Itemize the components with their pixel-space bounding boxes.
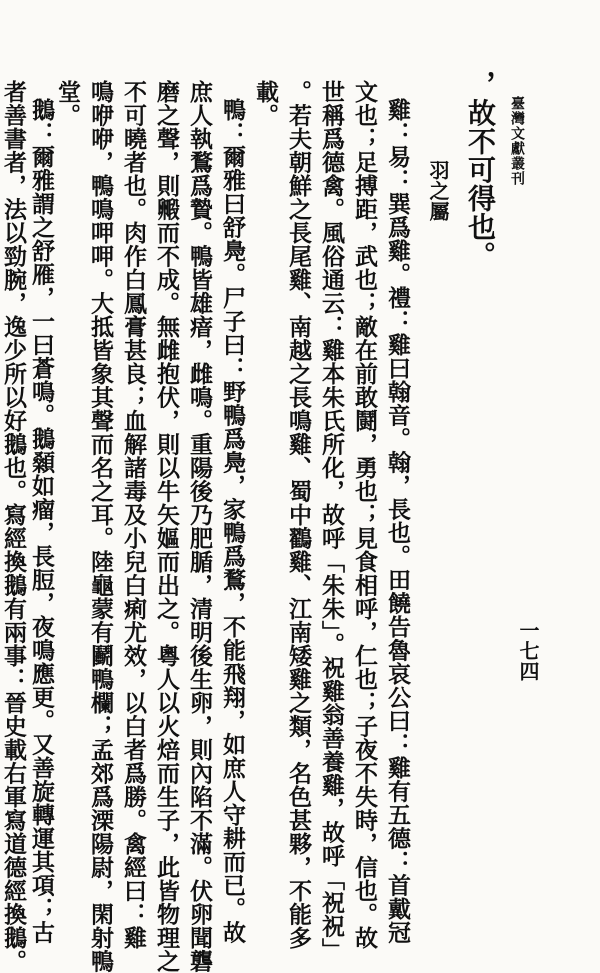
text-column: 磨之聲，則毈而不成。無雌抱伏，則以牛矢嫗而出之。粵人以火焙而生子，此皆物理之 (153, 80, 180, 973)
text-column: 庶人執鶩爲贄。鴨皆雄瘖，雌鳴。重陽後乃肥腯，清明後生卵，則內陷不滿。伏卵聞礱 (186, 80, 213, 973)
text-column: 。若夫朝鮮之長尾雞、南越之長鳴雞、蜀中鸐雞、江南矮雞之類，名色甚夥，不能多 (285, 80, 312, 950)
text-column: 鵝：爾雅謂之舒雁，一曰蒼鳴。鵝顙如瘤，長脰，夜鳴應更。又善旋轉運其項；古 (28, 98, 55, 944)
text-column: 不可曉者也。肉作白鳳膏甚良；血解諸毒及小兒白痢尤效，以白者爲勝。禽經曰：雞 (120, 80, 147, 950)
text-column: 雞：易：巽爲雞。禮：雞曰翰音。翰，長也。田饒告魯哀公曰：雞有五德：首戴冠 (384, 98, 411, 944)
section-heading: 羽之屬 (426, 160, 450, 222)
text-column: 者善書者，法以勁腕，逸少所以好鵝也。寫經換鵝有兩事：晉史載右軍寫道德經換鵝。 (0, 80, 27, 973)
text-column: 鴨：爾雅曰舒鳧。尸子曰：野鴨爲鳧，家鴨爲鶩，不能飛翔，如庶人守耕而已。故 (219, 98, 246, 944)
series-title: 臺灣文獻叢刊 (509, 96, 525, 186)
text-column: 堂。 (54, 80, 81, 127)
text-column: 鳴咿咿，鴨鳴呷呷。大抵皆象其聲而名之耳。陸龜蒙有鬬鴨欄；孟郊爲溧陽尉，閑射鴨 (87, 80, 114, 973)
page-number: 一七四 (516, 620, 540, 682)
text-column: 載。 (252, 80, 279, 127)
text-column: 世稱爲德禽。風俗通云：雞本朱氏所化，故呼「朱朱」。祝雞翁善養雞，故呼「祝祝」 (318, 80, 345, 962)
text-column: 文也；足搏距，武也；敵在前敢鬪，勇也；見食相呼，仁也；子夜不失時，信也。故 (351, 80, 378, 950)
text-column: ，故不可得也。 (464, 70, 497, 270)
